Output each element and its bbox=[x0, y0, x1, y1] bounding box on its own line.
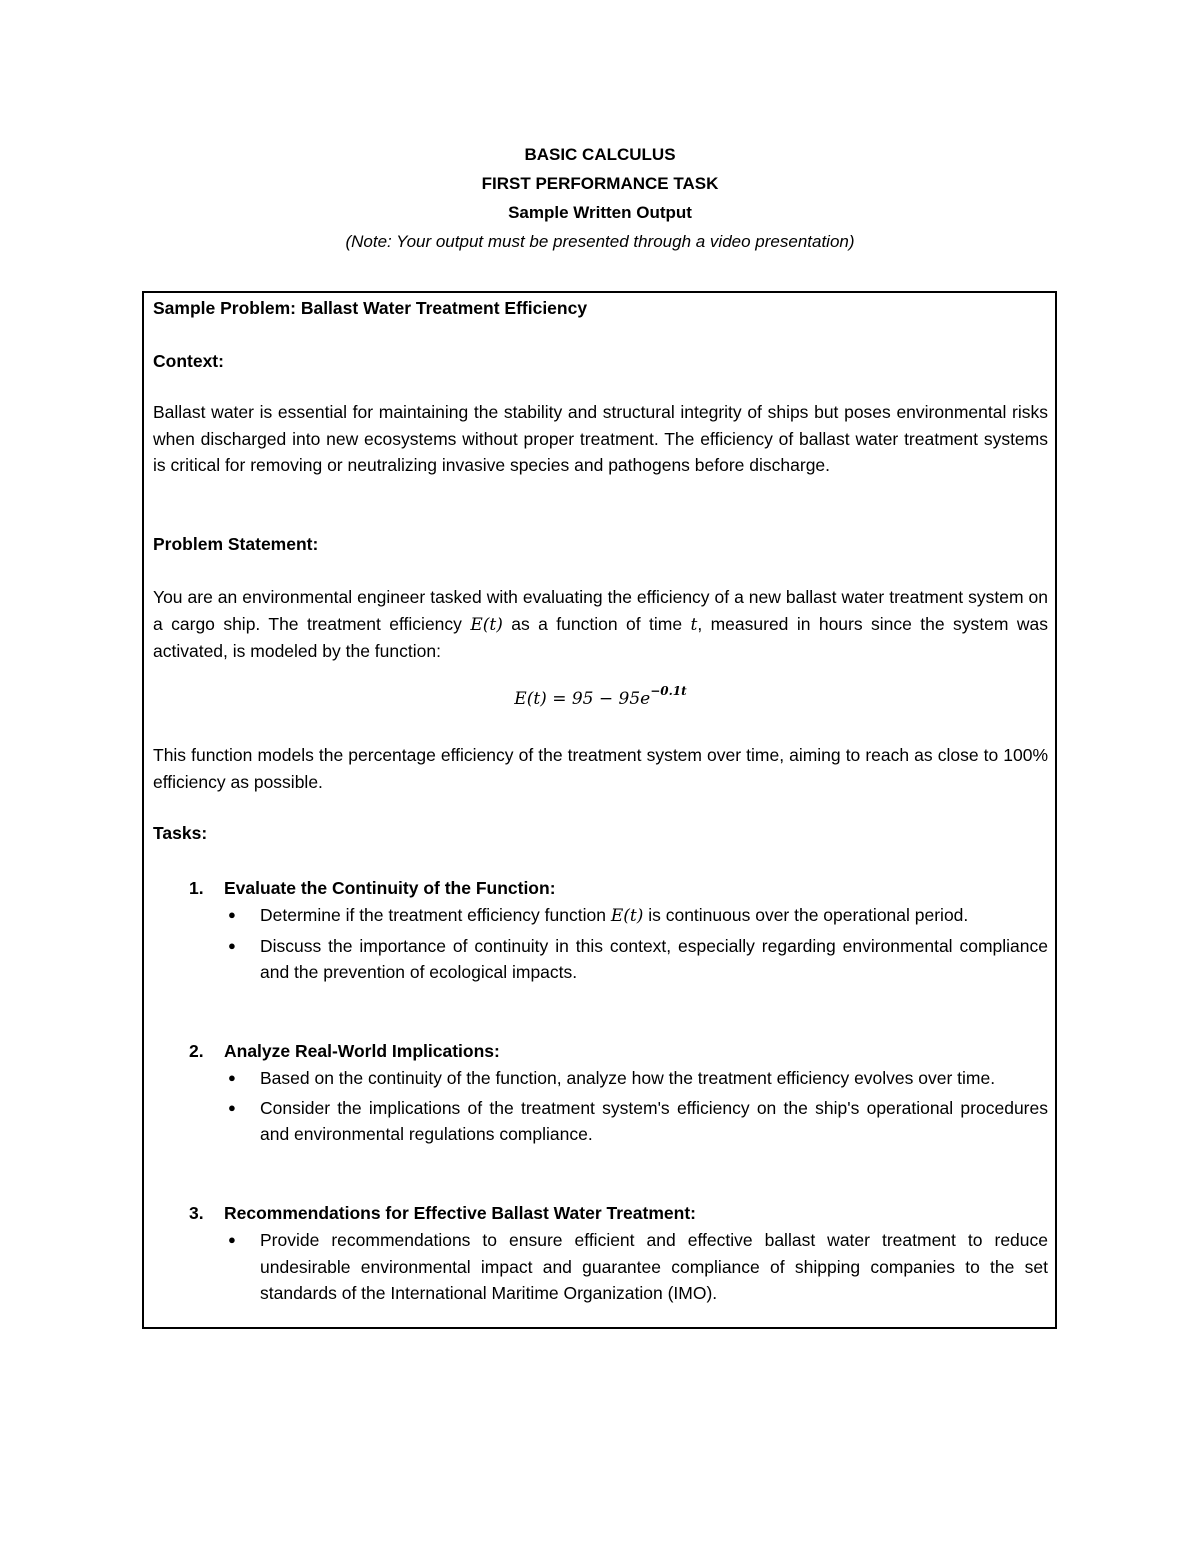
task-item-3 bbox=[189, 1200, 1048, 1310]
formula-base: E(t) = 95 − 95e bbox=[514, 689, 651, 709]
bullet-text bbox=[260, 902, 1048, 930]
bullet-item bbox=[189, 933, 1048, 986]
statement-text-2: as a function of time bbox=[502, 613, 691, 634]
tasks-heading: Tasks: bbox=[153, 823, 208, 843]
efficiency-formula bbox=[153, 686, 1048, 713]
bullet-text-part: Determine if the treatment efficiency function bbox=[260, 905, 611, 925]
course-title: BASIC CALCULUS bbox=[524, 145, 676, 164]
bullet-item bbox=[189, 1095, 1048, 1148]
task-item-1 bbox=[189, 875, 1048, 989]
problem-box bbox=[142, 291, 1057, 1329]
statement-heading: Problem Statement: bbox=[153, 534, 319, 554]
problem-title: Sample Problem: Ballast Water Treatment Efficiency bbox=[153, 298, 588, 318]
task-heading-2 bbox=[189, 1038, 1048, 1065]
document-header bbox=[0, 140, 1200, 256]
bullet-text: Consider the implications of the treatment system's efficiency on the ship's operational procedures and environmental regulations compliance. bbox=[260, 1097, 1048, 1144]
task-title: Analyze Real-World Implications: bbox=[224, 1041, 500, 1061]
bullet-icon: ● bbox=[228, 907, 236, 922]
task-item-2 bbox=[189, 1038, 1048, 1151]
bullet-text: Discuss the importance of continuity in this context, especially regarding environmental compliance and the prevention of ecological impacts. bbox=[260, 935, 1048, 982]
bullet-icon: ● bbox=[228, 937, 236, 953]
output-title: Sample Written Output bbox=[508, 203, 692, 222]
bullet-item bbox=[189, 1227, 1048, 1307]
formula-exponent: −0.1t bbox=[650, 684, 687, 698]
function-description: This function models the percentage efficiency of the treatment system over time, aiming to reach as close to 100% efficiency as possible. bbox=[153, 745, 1048, 792]
bullet-text: Based on the continuity of the function, analyze how the treatment efficiency evolves over time. bbox=[260, 1068, 996, 1088]
efficiency-symbol: E(t) bbox=[610, 906, 644, 926]
context-paragraph: Ballast water is essential for maintaining the stability and structural integrity of ships but poses environmental risks when discharged into new ecosystems without proper treatment. The efficiency of ballast water treatment systems is critical for removing or neutralizing invasive species and pathogens before discharge. bbox=[153, 402, 1048, 475]
statement-paragraph bbox=[153, 584, 1048, 665]
task-title: Evaluate the Continuity of the Function: bbox=[224, 878, 556, 898]
bullet-icon: ● bbox=[228, 1232, 236, 1247]
task-number: 1. bbox=[189, 878, 204, 898]
task-number: 2. bbox=[189, 1041, 204, 1061]
time-symbol: t bbox=[690, 614, 698, 635]
bullet-icon: ● bbox=[228, 1099, 236, 1115]
task-number: 3. bbox=[189, 1203, 204, 1223]
task-title: FIRST PERFORMANCE TASK bbox=[481, 174, 719, 193]
presentation-note: (Note: Your output must be presented through a video presentation) bbox=[345, 232, 855, 251]
context-heading: Context: bbox=[153, 351, 224, 371]
bullet-text-part: is continuous over the operational period. bbox=[643, 905, 969, 925]
task-heading-1 bbox=[189, 875, 1048, 902]
task-heading-3 bbox=[189, 1200, 1048, 1227]
bullet-item bbox=[189, 1065, 1048, 1092]
task-title: Recommendations for Effective Ballast Water Treatment: bbox=[224, 1203, 696, 1223]
efficiency-symbol: E(t) bbox=[470, 614, 503, 635]
statement-text-1: You are an environmental engineer tasked with evaluating the efficiency of a new ballast water treatment system on a cargo ship. The treatment efficiency bbox=[153, 587, 1048, 634]
statement-text-3: , measured in hours since the system was activated, is modeled by the function: bbox=[153, 613, 1048, 661]
bullet-item bbox=[189, 902, 1048, 930]
bullet-icon: ● bbox=[228, 1070, 236, 1085]
bullet-text: Provide recommendations to ensure efficient and effective ballast water treatment to reduce undesirable environmental impact and guarantee compliance of shipping companies to the set standards of the International Maritime Organization (IMO). bbox=[260, 1230, 1048, 1303]
